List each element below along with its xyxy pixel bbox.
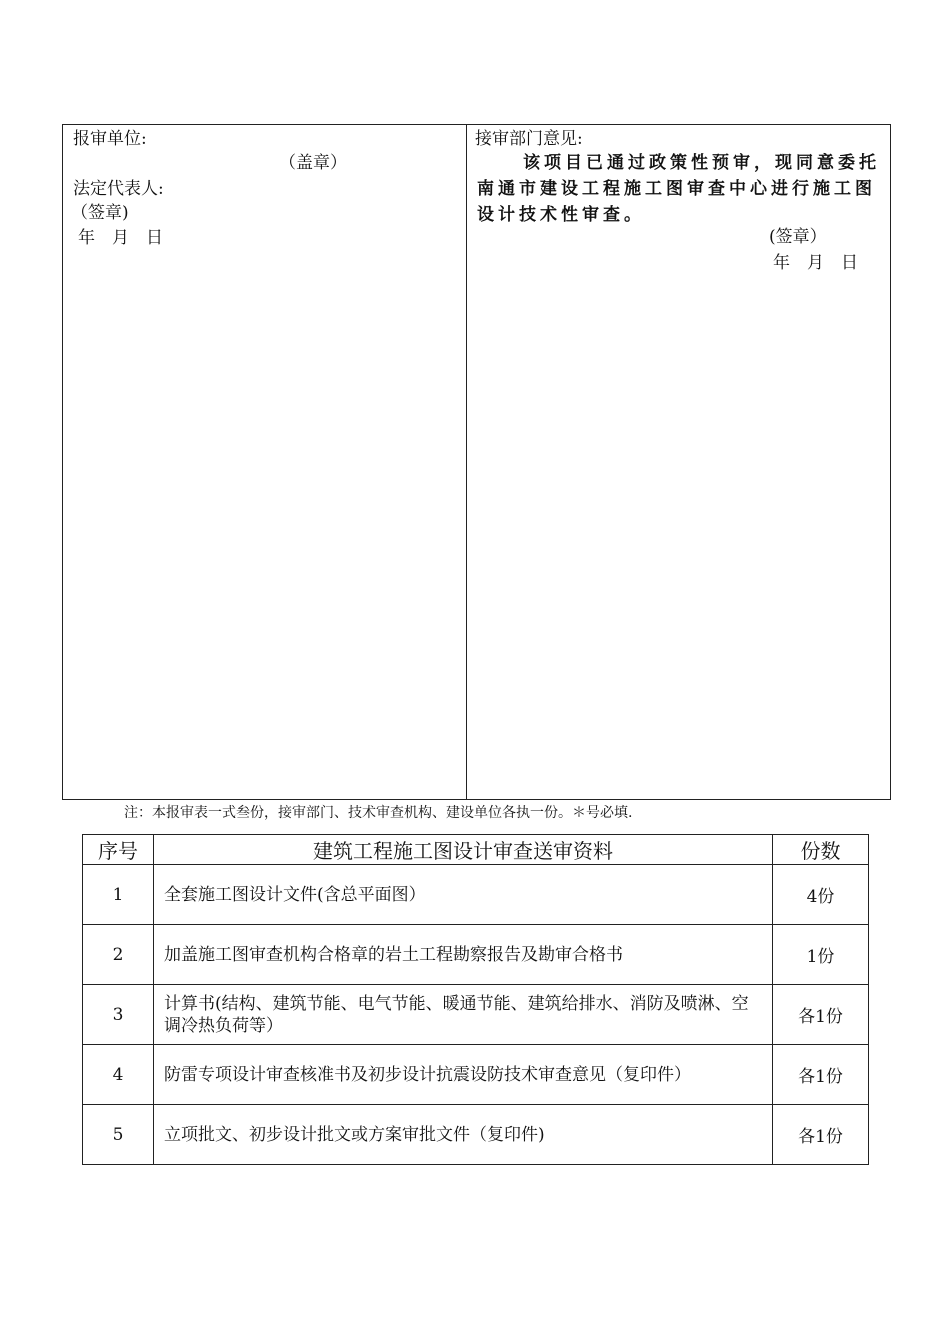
- row-qty: 各1份: [773, 1045, 869, 1105]
- table-row: [83, 1105, 869, 1165]
- reviewer-sign-label: (签章）: [769, 227, 827, 247]
- header-name: 建筑工程施工图设计审查送审资料: [154, 835, 773, 865]
- row-name: 立项批文、初步设计批文或方案审批文件（复印件): [154, 1105, 773, 1165]
- row-no: 4: [83, 1045, 154, 1105]
- header-qty: 份数: [773, 835, 869, 865]
- row-qty: 1份: [773, 925, 869, 985]
- row-no: 5: [83, 1105, 154, 1165]
- row-qty: 各1份: [773, 985, 869, 1045]
- applicant-unit-label: 报审单位:: [73, 129, 147, 149]
- header-no: 序号: [83, 835, 154, 865]
- table-row: [83, 865, 869, 925]
- row-name: 加盖施工图审查机构合格章的岩土工程勘察报告及勘审合格书: [154, 925, 773, 985]
- reviewer-cell: [467, 125, 891, 799]
- review-form-table: [62, 124, 891, 800]
- materials-table: [82, 834, 869, 1165]
- applicant-date-label: 年 月 日: [78, 228, 163, 248]
- materials-header-row: [83, 835, 869, 865]
- row-name: 防雷专项设计审查核准书及初步设计抗震设防技术审查意见（复印件）: [154, 1045, 773, 1105]
- reviewer-date-label: 年 月 日: [773, 253, 858, 273]
- row-no: 3: [83, 985, 154, 1045]
- row-qty: 4份: [773, 865, 869, 925]
- row-name: 计算书(结构、建筑节能、电气节能、暖通节能、建筑给排水、消防及喷淋、空调冷热负荷等）: [154, 985, 773, 1045]
- row-no: 1: [83, 865, 154, 925]
- row-name: 全套施工图设计文件(含总平面图）: [154, 865, 773, 925]
- table-row: [83, 925, 869, 985]
- row-qty: 各1份: [773, 1105, 869, 1165]
- applicant-seal-label: （盖章）: [279, 153, 347, 173]
- table-row: [83, 985, 869, 1045]
- reviewer-opinion-text: 该项目已通过政策性预审，现同意委托南通市建设工程施工图审查中心进行施工图设计技术性审查。: [477, 153, 880, 225]
- table-row: [83, 1045, 869, 1105]
- reviewer-opinion-label: 接审部门意见:: [475, 129, 583, 149]
- row-no: 2: [83, 925, 154, 985]
- legal-representative-label: 法定代表人:: [73, 179, 164, 199]
- form-note: 注：本报审表一式叁份，接审部门、技术审查机构、建设单位各执一份。＊号必填.: [124, 805, 633, 821]
- applicant-cell: [63, 125, 466, 799]
- applicant-sign-label: （签章): [71, 203, 129, 223]
